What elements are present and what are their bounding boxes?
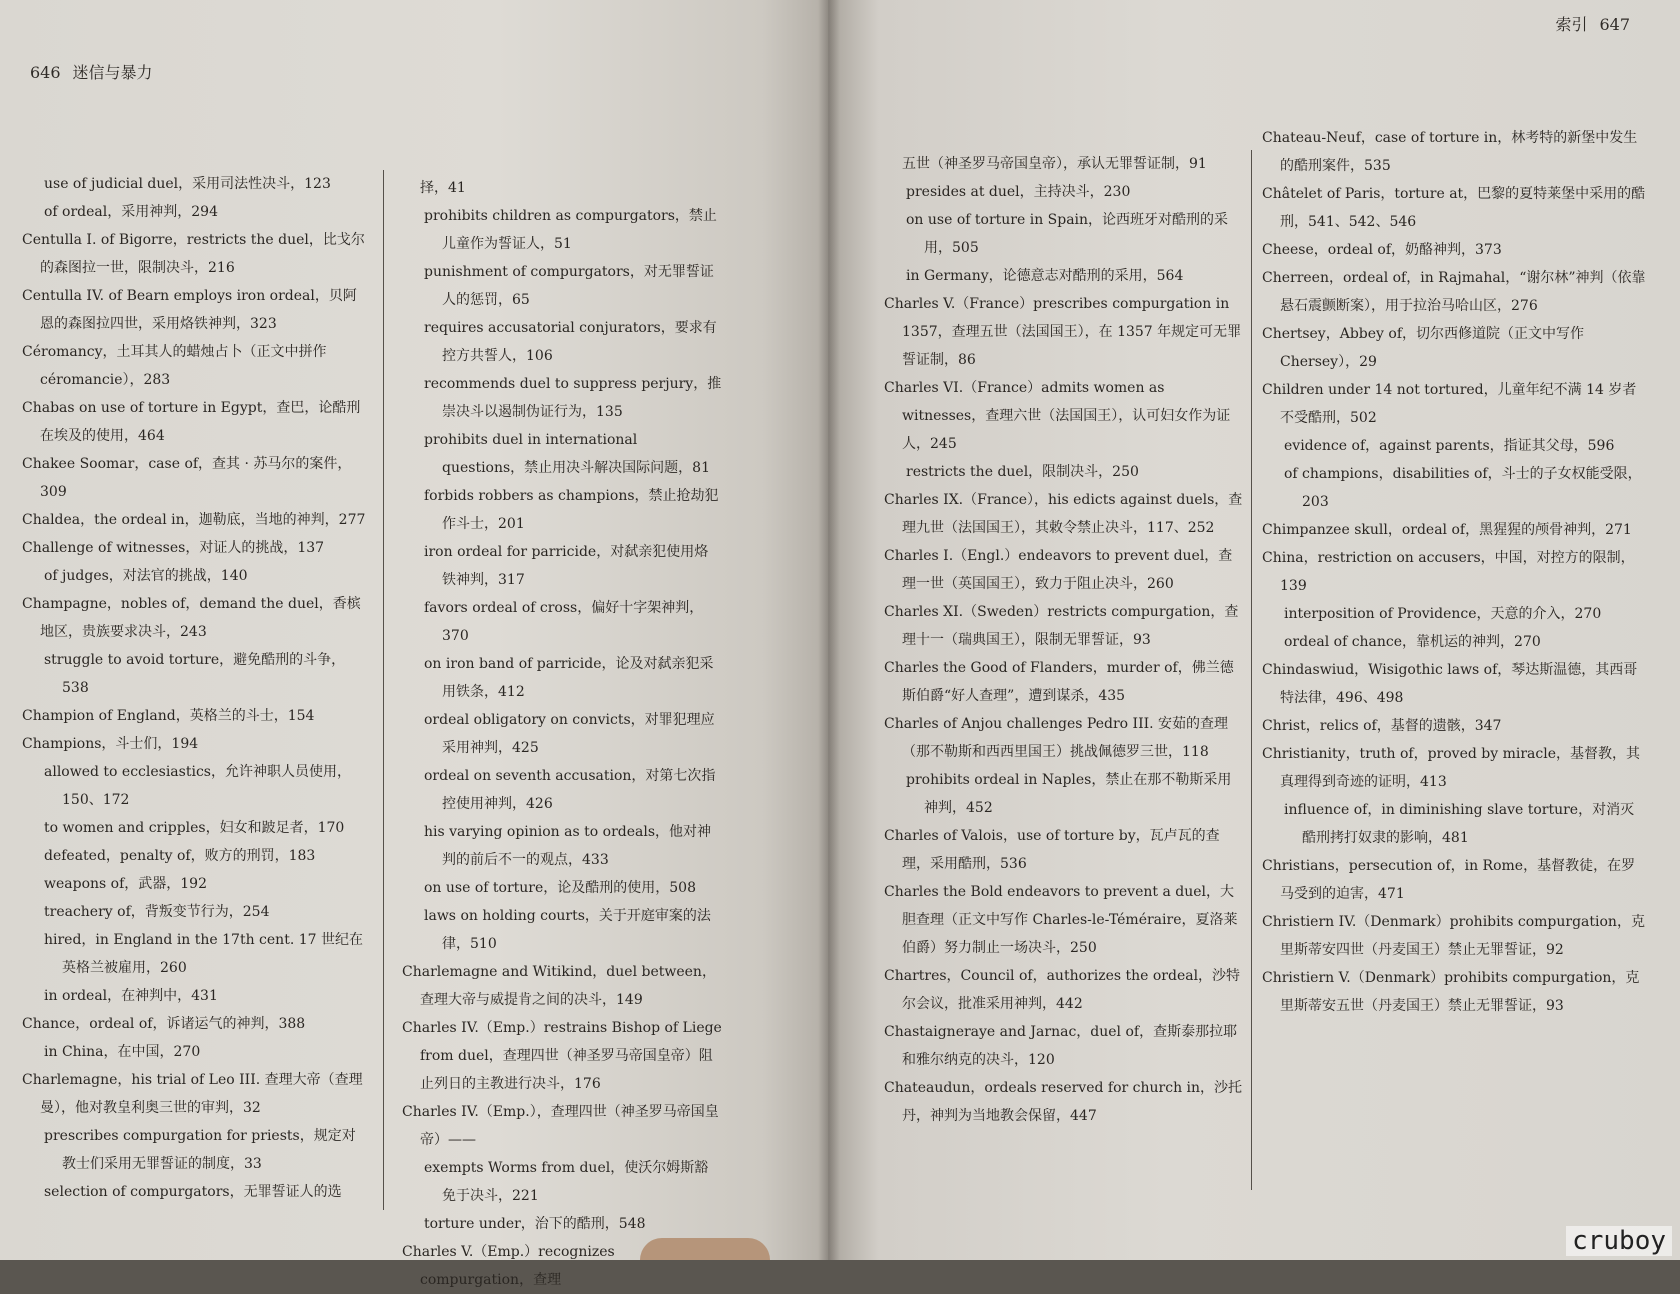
thumb [640, 1238, 770, 1260]
index-entry: struggle to avoid torture，避免酷刑的斗争，538 [44, 652, 346, 696]
index-entry: punishment of compurgators，对无罪誓证人的惩罚，65 [424, 264, 714, 308]
index-entry: allowed to ecclesiastics，允许神职人员使用，150、172 [44, 764, 351, 808]
watermark: cruboy [1566, 1226, 1672, 1256]
index-entry: interposition of Providence，天意的介入，270 [1284, 606, 1602, 622]
left-running-head [30, 60, 165, 83]
index-entry: on use of torture in Spain，论西班牙对酷刑的采用，505 [906, 212, 1229, 256]
index-entry: Charles XI.（Sweden）restricts compurgation，查理十一（瑞典国王），限制无罪誓证，93 [884, 604, 1239, 648]
index-entry: Charlemagne，his trial of Leo III. 查理大帝（查理曼），他对教皇利奥三世的审判，32 [22, 1072, 363, 1116]
index-entry: China，restriction on accusers，中国，对控方的限制，139 [1262, 550, 1635, 594]
index-entry: selection of compurgators，无罪誓证人的选 [44, 1184, 342, 1200]
index-column-1 [22, 170, 368, 1260]
index-entry: Christ，relics of，基督的遗骸，347 [1262, 718, 1502, 734]
index-entry: Challenge of witnesses，对证人的挑战，137 [22, 540, 325, 556]
index-entry: in ordeal，在神判中，431 [44, 988, 218, 1004]
index-entry: Charles of Anjou challenges Pedro III. 安茹的查理（那不勒斯和西西里国王）挑战佩德罗三世，118 [884, 716, 1229, 760]
index-entry: Cherreen，ordeal of，in Rajmahal，“谢尔林”神判（依靠悬石震颤断案），用于拉治马哈山区，276 [1262, 270, 1646, 314]
index-entry: in Germany，论德意志对酷刑的采用，564 [906, 268, 1184, 284]
index-entry: defeated，penalty of，败方的刑罚，183 [44, 848, 316, 864]
right-running-head [1555, 12, 1642, 35]
index-entry: ordeal on seventh accusation，对第七次指控使用神判，426 [424, 768, 716, 812]
index-entry: Céromancy，土耳其人的蜡烛占卜（正文中拼作 céromancie），283 [22, 344, 327, 388]
index-entry: Chance，ordeal of，诉诸运气的神判，388 [22, 1016, 306, 1032]
right-running-title: 索引 [1555, 15, 1588, 34]
index-entry: Charles of Valois，use of torture by，瓦卢瓦的查理，采用酷刑，536 [884, 828, 1220, 872]
index-entry: use of judicial duel，采用司法性决斗，123 [44, 176, 331, 192]
index-entry: Chimpanzee skull，ordeal of，黑猩猩的颅骨神判，271 [1262, 522, 1632, 538]
index-entry: ordeal of chance，靠机运的神判，270 [1284, 634, 1541, 650]
index-entry: Champagne，nobles of，demand the duel，香槟地区，贵族要求决斗，243 [22, 596, 361, 640]
index-entry: 五世（神圣罗马帝国皇帝），承认无罪誓证制，91 [902, 156, 1207, 172]
index-entry: prescribes compurgation for priests，规定对教士们采用无罪誓证的制度，33 [44, 1128, 356, 1172]
index-entry: Chertsey，Abbey of，切尔西修道院（正文中写作 Chersey），29 [1262, 326, 1584, 370]
index-entry: Champions，斗士们，194 [22, 736, 199, 752]
index-entry: Chindaswiud，Wisigothic laws of，琴达斯温德，其西哥特法律，496、498 [1262, 662, 1638, 706]
index-entry: of ordeal，采用神判，294 [44, 204, 218, 220]
index-entry: Chastaigneraye and Jarnac，duel of，查斯泰那拉耶和雅尔纳克的决斗，120 [884, 1024, 1238, 1068]
index-entry: of judges，对法官的挑战，140 [44, 568, 248, 584]
index-entry: laws on holding courts，关于开庭审案的法律，510 [424, 908, 711, 952]
index-entry: Chartres，Council of，authorizes the ordeal，沙特尔会议，批准采用神判，442 [884, 968, 1241, 1012]
index-entry: to women and cripples，妇女和跛足者，170 [44, 820, 345, 836]
index-entry: Cheese，ordeal of，奶酪神判，373 [1262, 242, 1502, 258]
index-column-3 [884, 150, 1244, 1260]
index-entry: Charles the Bold endeavors to prevent a duel，大胆查理（正文中写作 Charles-le-Téméraire，夏洛莱伯爵）努力制止一场决斗，250 [884, 884, 1238, 956]
index-entry: Charles IV.（Emp.）restrains Bishop of Liege from duel，查理四世（神圣罗马帝国皇帝）阻止列日的主教进行决斗，176 [402, 1020, 722, 1092]
index-entry: ordeal obligatory on convicts，对罪犯理应采用神判，425 [424, 712, 715, 756]
index-entry: in China，在中国，270 [44, 1044, 201, 1060]
book-gutter [818, 0, 840, 1260]
left-page [0, 0, 828, 1288]
index-entry: prohibits duel in international questions，禁止用决斗解决国际问题，81 [424, 432, 710, 476]
index-entry: exempts Worms from duel，使沃尔姆斯豁免于决斗，221 [424, 1160, 709, 1204]
index-entry: Children under 14 not tortured，儿童年纪不满 14 岁者不受酷刑，502 [1262, 382, 1637, 426]
index-entry: Centulla I. of Bigorre，restricts the duel，比戈尔的森图拉一世，限制决斗，216 [22, 232, 365, 276]
index-entry: restricts the duel，限制决斗，250 [906, 464, 1139, 480]
index-entry: influence of，in diminishing slave torture，对消灭酷刑拷打奴隶的影响，481 [1284, 802, 1635, 846]
index-entry: his varying opinion as to ordeals，他对神判的前后不一的观点，433 [424, 824, 712, 868]
column-divider [1251, 150, 1252, 1190]
index-entry: prohibits ordeal in Naples，禁止在那不勒斯采用神判，452 [906, 772, 1232, 816]
index-entry: Charles IV.（Emp.），查理四世（神圣罗马帝国皇帝）—— [402, 1104, 719, 1148]
index-entry: hired，in England in the 17th cent. 17 世纪在英格兰被雇用，260 [44, 932, 363, 976]
index-entry: Charlemagne and Witikind，duel between，查理大帝与威提肯之间的决斗，149 [402, 964, 716, 1008]
index-entry: Chaldea，the ordeal in，迦勒底，当地的神判，277 [22, 512, 366, 528]
index-entry: favors ordeal of cross，偏好十字架神判，370 [424, 600, 704, 644]
right-page-number: 647 [1599, 15, 1630, 34]
index-entry: Christians，persecution of，in Rome，基督教徒，在罗马受到的迫害，471 [1262, 858, 1636, 902]
index-entry: Chakee Soomar，case of，查其 · 苏马尔的案件，309 [22, 456, 352, 500]
left-running-title: 迷信与暴力 [72, 63, 153, 82]
index-entry: Charles the Good of Flanders，murder of，佛兰德斯伯爵“好人查理”，遭到谋杀，435 [884, 660, 1234, 704]
index-column-2 [402, 174, 722, 1288]
index-entry: Chabas on use of torture in Egypt，查巴，论酷刑在埃及的使用，464 [22, 400, 361, 444]
index-entry: evidence of，against parents，指证其父母，596 [1284, 438, 1615, 454]
index-entry: of champions，disabilities of，斗士的子女权能受限，203 [1284, 466, 1642, 510]
index-entry: treachery of，背叛变节行为，254 [44, 904, 270, 920]
index-entry: on use of torture，论及酷刑的使用，508 [424, 880, 696, 896]
right-page [828, 0, 1680, 1260]
index-entry: recommends duel to suppress perjury，推崇决斗以遏制伪证行为，135 [424, 376, 722, 420]
index-entry: on iron band of parricide，论及对弑亲犯采用铁条，412 [424, 656, 714, 700]
index-entry: Champion of England，英格兰的斗士，154 [22, 708, 315, 724]
index-entry: Charles V.（France）prescribes compurgation in 1357，查理五世（法国国王），在 1357 年规定可无罪誓证制，86 [884, 296, 1242, 368]
index-entry: torture under，治下的酷刑，548 [424, 1216, 646, 1232]
index-entry: requires accusatorial conjurators，要求有控方共誓人，106 [424, 320, 717, 364]
index-entry: presides at duel，主持决斗，230 [906, 184, 1131, 200]
index-entry: prohibits children as compurgators，禁止儿童作为誓证人，51 [424, 208, 717, 252]
index-entry: Christianity，truth of，proved by miracle，基督教，其真理得到奇迹的证明，413 [1262, 746, 1641, 790]
index-column-4 [1262, 124, 1648, 1260]
index-entry: Charles I.（Engl.）endeavors to prevent duel，查理一世（英国国王），致力于阻止决斗，260 [884, 548, 1233, 592]
left-page-number: 646 [30, 63, 61, 82]
index-entry: Charles IX.（France），his edicts against duels，查理九世（法国国王），其敕令禁止决斗，117、252 [884, 492, 1243, 536]
index-entry: Charles V.（Emp.）recognizes compurgation，查理 [402, 1244, 615, 1288]
index-entry: forbids robbers as champions，禁止抢劫犯作斗士，201 [424, 488, 719, 532]
index-entry: Charles VI.（France）admits women as witnesses，查理六世（法国国王），认可妇女作为证人，245 [884, 380, 1231, 452]
index-entry: Chateaudun，ordeals reserved for church in，沙托丹，神判为当地教会保留，447 [884, 1080, 1243, 1124]
index-entry: Centulla IV. of Bearn employs iron ordeal，贝阿恩的森图拉四世，采用烙铁神判，323 [22, 288, 357, 332]
index-entry: weapons of，武器，192 [44, 876, 207, 892]
index-entry: Châtelet of Paris，torture at，巴黎的夏特莱堡中采用的酷刑，541、542、546 [1262, 186, 1646, 230]
index-entry: Chateau-Neuf，case of torture in，林考特的新堡中发生的酷刑案件，535 [1262, 130, 1638, 174]
index-entry: Christiern IV.（Denmark）prohibits compurgation，克里斯蒂安四世（丹麦国王）禁止无罪誓证，92 [1262, 914, 1645, 958]
index-entry: 择，41 [420, 180, 466, 196]
index-entry: Christiern V.（Denmark）prohibits compurgation，克里斯蒂安五世（丹麦国王）禁止无罪誓证，93 [1262, 970, 1640, 1014]
index-entry: iron ordeal for parricide，对弑亲犯使用烙铁神判，317 [424, 544, 709, 588]
column-divider [383, 170, 384, 1210]
